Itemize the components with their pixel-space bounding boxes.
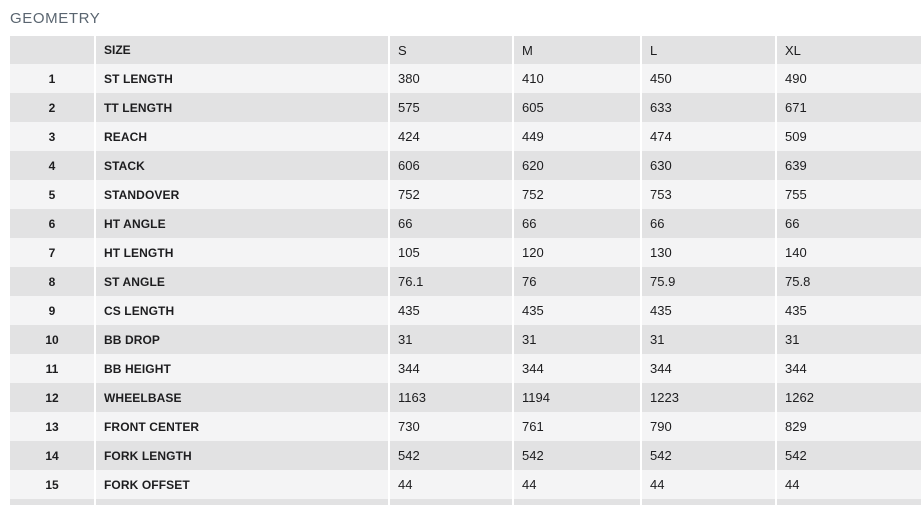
value-l: 44	[641, 470, 776, 499]
value-m: 449	[513, 122, 641, 151]
row-number: 14	[10, 441, 95, 470]
value-xl: 75.8	[776, 267, 921, 296]
value-s: 752	[389, 180, 513, 209]
table-row	[10, 122, 921, 151]
value-m: 66	[513, 209, 641, 238]
table-row	[10, 441, 921, 470]
row-label: FRONT CENTER	[95, 412, 389, 441]
col-header-size: SIZE	[95, 36, 389, 64]
value-s: 66	[389, 209, 513, 238]
value-s: 1163	[389, 383, 513, 412]
table-row	[10, 470, 921, 499]
geometry-table	[10, 36, 921, 505]
value-l: 450	[641, 64, 776, 93]
col-header-xl: XL	[776, 36, 921, 64]
table-row	[10, 93, 921, 122]
row-label: ST ANGLE	[95, 267, 389, 296]
value-xl: 344	[776, 354, 921, 383]
value-s: 730	[389, 412, 513, 441]
row-label: ST LENGTH	[95, 64, 389, 93]
row-label: STANDOVER	[95, 180, 389, 209]
row-number: 9	[10, 296, 95, 325]
value-m	[513, 499, 641, 505]
table-row	[10, 354, 921, 383]
table-row	[10, 64, 921, 93]
value-xl: 542	[776, 441, 921, 470]
value-m: 31	[513, 325, 641, 354]
value-s: 606	[389, 151, 513, 180]
row-label: WHEELBASE	[95, 383, 389, 412]
value-m: 410	[513, 64, 641, 93]
col-header-s: S	[389, 36, 513, 64]
value-m: 605	[513, 93, 641, 122]
row-number: 15	[10, 470, 95, 499]
value-m: 620	[513, 151, 641, 180]
value-s: 344	[389, 354, 513, 383]
value-m: 761	[513, 412, 641, 441]
row-number: 3	[10, 122, 95, 151]
value-xl: 639	[776, 151, 921, 180]
row-label: STACK	[95, 151, 389, 180]
value-s: 105	[389, 238, 513, 267]
value-xl: 671	[776, 93, 921, 122]
value-xl: 31	[776, 325, 921, 354]
col-header-number	[10, 36, 95, 64]
table-row	[10, 296, 921, 325]
partial-next-row	[10, 499, 921, 505]
value-m: 1194	[513, 383, 641, 412]
value-l: 66	[641, 209, 776, 238]
value-m: 752	[513, 180, 641, 209]
value-l: 435	[641, 296, 776, 325]
table-row	[10, 151, 921, 180]
col-header-l: L	[641, 36, 776, 64]
value-xl: 509	[776, 122, 921, 151]
value-m: 542	[513, 441, 641, 470]
row-number: 7	[10, 238, 95, 267]
value-s: 76.1	[389, 267, 513, 296]
row-number: 13	[10, 412, 95, 441]
table-row	[10, 383, 921, 412]
value-s	[389, 499, 513, 505]
value-xl: 755	[776, 180, 921, 209]
value-xl: 1262	[776, 383, 921, 412]
row-label: HT LENGTH	[95, 238, 389, 267]
value-l: 75.9	[641, 267, 776, 296]
value-l: 630	[641, 151, 776, 180]
row-number: 10	[10, 325, 95, 354]
value-l: 474	[641, 122, 776, 151]
value-l: 31	[641, 325, 776, 354]
value-xl: 66	[776, 209, 921, 238]
value-s: 31	[389, 325, 513, 354]
value-m: 120	[513, 238, 641, 267]
value-m: 44	[513, 470, 641, 499]
row-number: 1	[10, 64, 95, 93]
value-l: 753	[641, 180, 776, 209]
row-number	[10, 499, 95, 505]
table-row	[10, 209, 921, 238]
row-number: 11	[10, 354, 95, 383]
value-l: 633	[641, 93, 776, 122]
row-number: 4	[10, 151, 95, 180]
value-s: 435	[389, 296, 513, 325]
row-label: FORK LENGTH	[95, 441, 389, 470]
value-s: 575	[389, 93, 513, 122]
row-label: TT LENGTH	[95, 93, 389, 122]
value-s: 542	[389, 441, 513, 470]
row-label: CS LENGTH	[95, 296, 389, 325]
value-l: 344	[641, 354, 776, 383]
value-xl: 435	[776, 296, 921, 325]
value-s: 424	[389, 122, 513, 151]
value-s: 44	[389, 470, 513, 499]
value-xl: 44	[776, 470, 921, 499]
row-label: BB HEIGHT	[95, 354, 389, 383]
value-m: 435	[513, 296, 641, 325]
row-number: 12	[10, 383, 95, 412]
row-number: 5	[10, 180, 95, 209]
value-s: 380	[389, 64, 513, 93]
section-title: GEOMETRY	[10, 10, 101, 27]
row-label	[95, 499, 389, 505]
row-number: 6	[10, 209, 95, 238]
value-l: 790	[641, 412, 776, 441]
row-number: 2	[10, 93, 95, 122]
row-label: BB DROP	[95, 325, 389, 354]
header-row	[10, 36, 921, 64]
row-number: 8	[10, 267, 95, 296]
value-m: 76	[513, 267, 641, 296]
table-row	[10, 325, 921, 354]
value-xl	[776, 499, 921, 505]
value-l: 130	[641, 238, 776, 267]
row-label: FORK OFFSET	[95, 470, 389, 499]
row-label: HT ANGLE	[95, 209, 389, 238]
table-row	[10, 412, 921, 441]
value-l: 1223	[641, 383, 776, 412]
value-m: 344	[513, 354, 641, 383]
col-header-m: M	[513, 36, 641, 64]
value-xl: 140	[776, 238, 921, 267]
value-xl: 490	[776, 64, 921, 93]
table-row	[10, 267, 921, 296]
table-row	[10, 180, 921, 209]
table-row	[10, 238, 921, 267]
row-label: REACH	[95, 122, 389, 151]
value-l	[641, 499, 776, 505]
value-xl: 829	[776, 412, 921, 441]
value-l: 542	[641, 441, 776, 470]
